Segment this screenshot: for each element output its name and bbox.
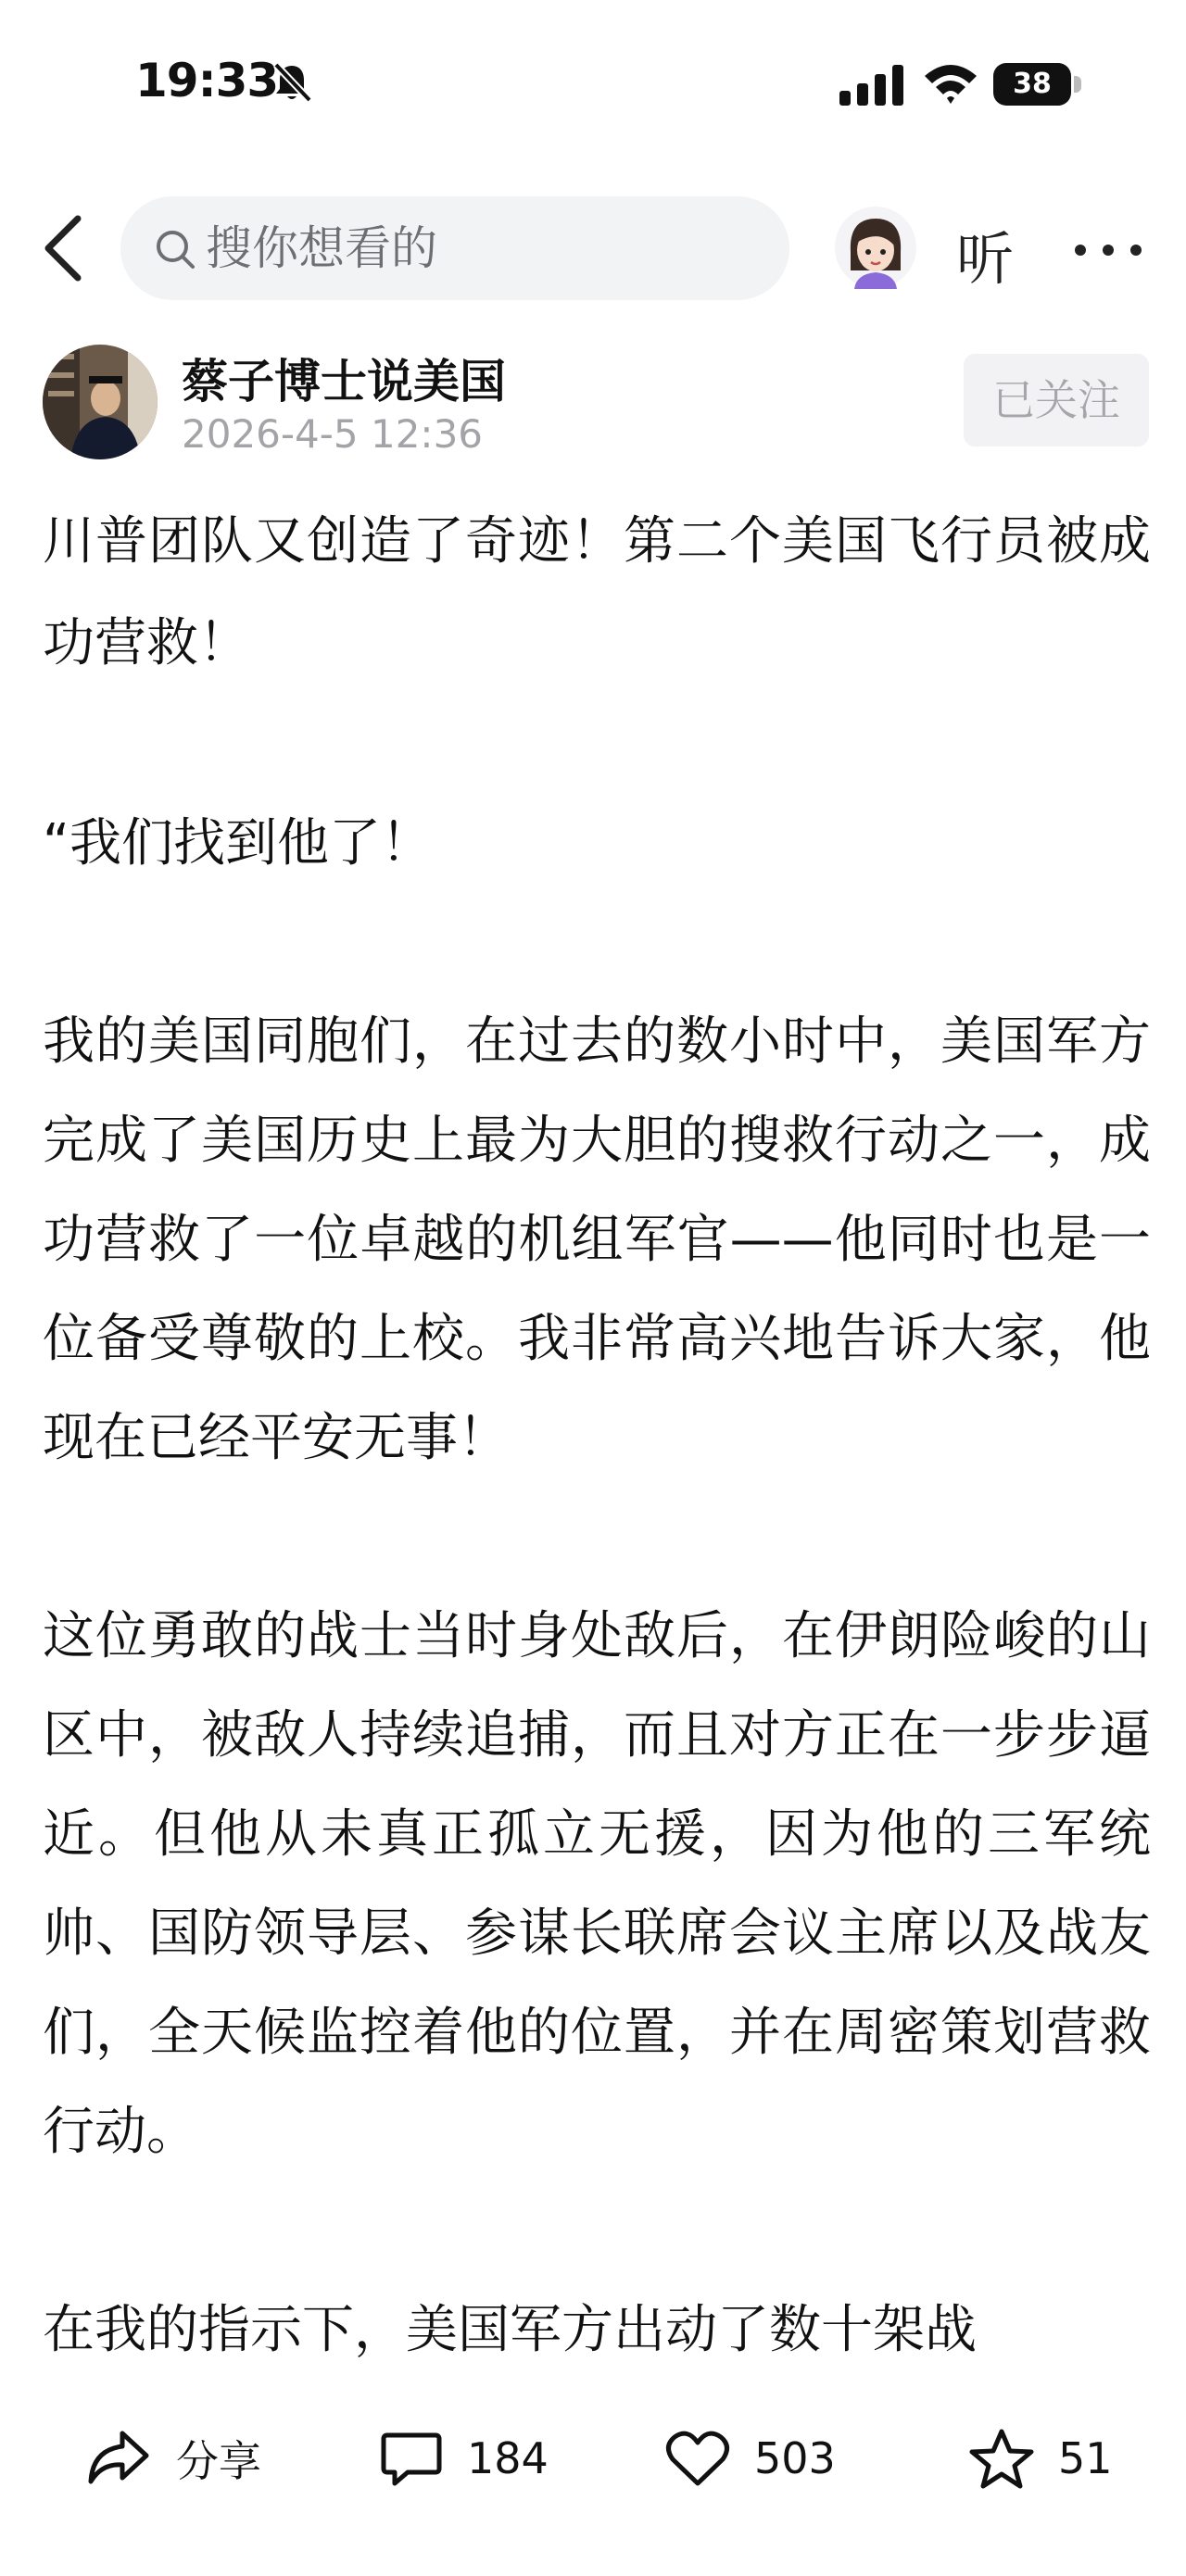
article-title: 川普团队又创造了奇迹！第二个美国飞行员被成功营救！ (43, 511, 1151, 673)
status-time: 19:33 (135, 54, 279, 107)
paragraph-gap (43, 695, 1151, 794)
share-label: 分享 (176, 2436, 261, 2486)
follow-button[interactable]: 已关注 (964, 354, 1149, 446)
battery-indicator (993, 63, 1082, 106)
star-icon (969, 2428, 1034, 2489)
listen-button[interactable]: 听 (956, 225, 1015, 293)
cellular-signal-icon (839, 65, 904, 106)
search-bar[interactable] (120, 196, 789, 300)
paragraph-gap (43, 2181, 1151, 2281)
favorite-button[interactable] (969, 2421, 1113, 2495)
battery-level: 38 (1013, 68, 1052, 100)
article-paragraph: 在我的指示下，美国军方出动了数十架战 (43, 2300, 977, 2360)
post-time: 2026-4-5 12:36 (182, 411, 484, 457)
more-options-icon[interactable] (1073, 243, 1143, 258)
article-body (43, 491, 1151, 2380)
article-paragraph: 这位勇敢的战士当时身处敌后，在伊朗险峻的山区中，被敌人持续追捕，而且对方正在一步步逼近。但他从未真正孤立无援，因为他的三军统帅、国防领导层、参谋长联席会议主席以及战友们，全天候监控着他的位置，并在周密策划营救行动。 (43, 1606, 1151, 2162)
like-button[interactable] (665, 2421, 836, 2495)
share-button[interactable] (85, 2421, 261, 2495)
comment-count: 184 (467, 2433, 549, 2483)
heart-icon (665, 2430, 730, 2487)
search-icon (154, 228, 196, 270)
search-placeholder: 搜你想看的 (206, 221, 437, 275)
paragraph-gap (43, 893, 1151, 992)
article-paragraph: 我的美国同胞们，在过去的数小时中，美国军方完成了美国历史上最为大胆的搜救行动之一，成功营救了一位卓越的机组军官——他同时也是一位备受尊敬的上校。我非常高兴地告诉大家，他现在已经平安无事！ (43, 1012, 1151, 1468)
author-name[interactable]: 蔡子博士说美国 (182, 355, 506, 408)
author-photo-icon (43, 345, 158, 459)
bell-muted-icon (271, 61, 313, 104)
comment-button[interactable] (380, 2421, 549, 2495)
paragraph-gap (43, 1488, 1151, 1587)
wifi-icon (923, 61, 978, 106)
article-paragraph: “我们找到他了！ (43, 813, 434, 873)
share-icon (85, 2428, 152, 2489)
favorite-count: 51 (1058, 2433, 1113, 2483)
assistant-avatar-icon[interactable] (834, 206, 917, 289)
comment-icon (380, 2430, 443, 2487)
battery-cap (1074, 76, 1081, 93)
like-count: 503 (754, 2433, 836, 2483)
back-arrow-icon[interactable] (37, 211, 89, 285)
action-bar (0, 2377, 1186, 2576)
author-avatar[interactable] (43, 345, 158, 459)
